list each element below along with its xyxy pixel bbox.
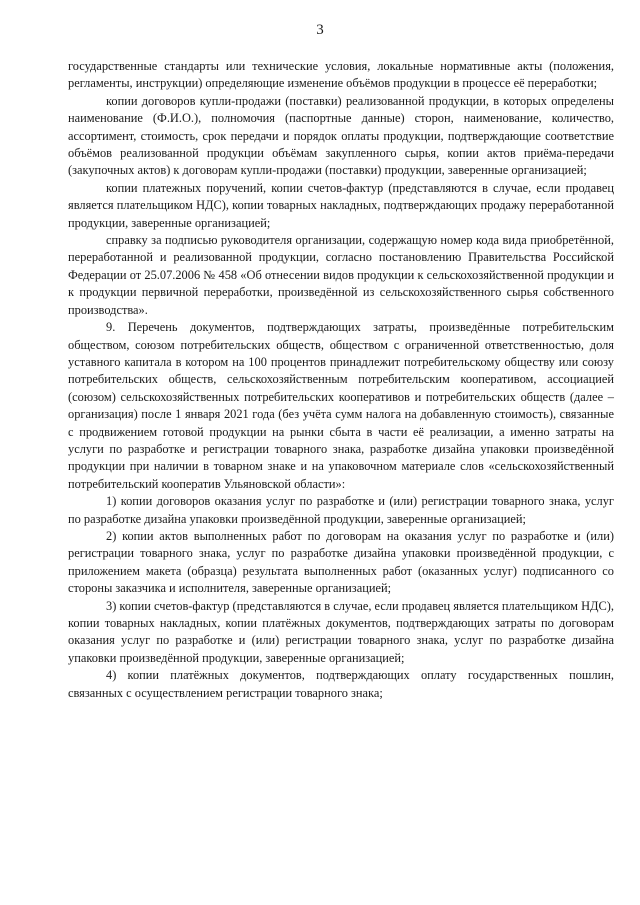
paragraph-item-9: 9. Перечень документов, подтверждающих затраты, произведённые потребительским обществом, союзом потребительских обществ, обществом с ограниченной ответственностью, доля уставного капитала в котором на 100 процентов принадлежит потребительскому обществу или союзу потребительских обществ, сельскохозяйственным потребительским кооперативом, ассоциацией (союзом) сельскохозяйственных потребительских кооперативов и потребительских обществ (далее – организация) после 1 января 2021 года (без учёта сумм налога на добавленную стоимость), связанные с продвижением готовой продукции на рынки сбыта в части её реализации, а именно затраты на услуги по разработке и регистрации товарного знака, разработке дизайна упаковки произведённой продукции при наличии в товарном знаке и на упаковочном материале слов «сельскохозяйственный потребительский кооператив Ульяновской области»: [68, 320, 614, 491]
paragraph-list-item-1: 1) копии договоров оказания услуг по разработке и (или) регистрации товарного знака, услуг по разработке дизайна упаковки произведённой продукции, заверенные организацией; [68, 494, 614, 526]
paragraph-standards: государственные стандарты или технические условия, локальные нормативные акты (положения, регламенты, инструкции) определяющие изменение объёмов продукции в процессе её переработки; [68, 59, 614, 91]
document-body [68, 58, 614, 702]
paragraph-product-code-certificate: справку за подписью руководителя организации, содержащую номер кода вида приобретённой, переработанной и реализованной продукции, согласно постановлению Правительства Российской Федерации от 25.07.2006 № 458 «Об отнесении видов продукции к сельскохозяйственной продукции и к продукции первичной переработки, произведённой из сельскохозяйственного сырья собственного производства». [68, 233, 614, 317]
paragraph-payment-orders: копии платежных поручений, копии счетов-фактур (представляются в случае, если продавец является плательщиком НДС), копии товарных накладных, подтверждающих продажу переработанной продукции, заверенные организацией; [68, 180, 614, 230]
paragraph-list-item-3: 3) копии счетов-фактур (представляются в случае, если продавец является плательщиком НДС), копии товарных накладных, копии платёжных документов, подтверждающих затраты по договорам оказания услуг по разработке и (или) регистрации товарного знака, услуг по разработке дизайна упаковки произведённой продукции, заверенные организацией; [68, 598, 614, 665]
page-number: 3 [316, 22, 324, 38]
paragraph-list-item-2: 2) копии актов выполненных работ по договорам на оказания услуг по разработке и (или) регистрации товарного знака, услуг по разработке дизайна упаковки произведённой продукции, с приложением макета (образца) результата выполненных работ (оказанных услуг) подписанного со стороны заказчика и исполнителя, заверенные организацией; [68, 528, 614, 596]
paragraph-sales-contracts: копии договоров купли-продажи (поставки) реализованной продукции, в которых определены наименование (Ф.И.О.), полномочия (паспортные данные) сторон, наименование, количество, ассортимент, стоимость, срок передачи и порядок оплаты продукции, подтверждающие соответствие объёмов реализованной продукции объёмам закупленного сырья, копии актов приёма-передачи (закупочных актов) к договорам купли-продажи (поставки) продукции, заверенные организацией; [68, 93, 614, 178]
paragraph-list-item-4: 4) копии платёжных документов, подтверждающих оплату государственных пошлин, связанных с осуществлением регистрации товарного знака; [68, 668, 614, 700]
